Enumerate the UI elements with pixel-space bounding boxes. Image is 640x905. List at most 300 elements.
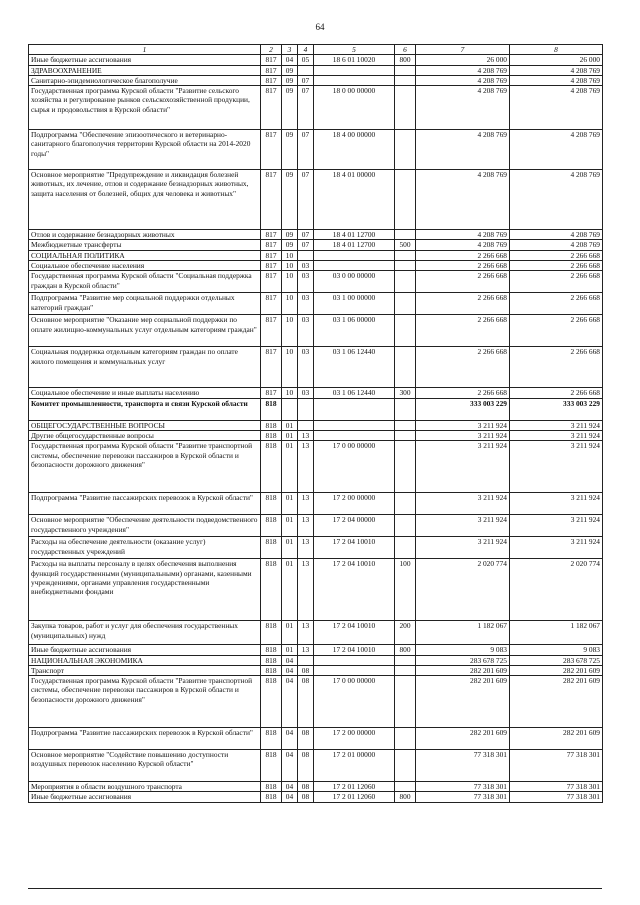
item-name-cell: Социальная поддержка отдельным категориям граждан по оплате жилого помещения и коммунальных услуг	[29, 347, 261, 388]
expense-type-cell	[395, 430, 416, 440]
item-name-cell: Основное мероприятие "Предупреждение и ликвидация болезней животных, их лечение, отлов и содержание безнадзорных животных, защита населения от болезней, общих для человека и животных"	[29, 170, 261, 230]
admin-code-cell: 818	[261, 728, 282, 750]
item-name-cell: Мероприятия в области воздушного транспорта	[29, 782, 261, 792]
expense-type-cell: 800	[395, 645, 416, 655]
target-article-cell	[314, 250, 395, 260]
expense-type-cell	[395, 750, 416, 782]
table-row	[29, 537, 603, 559]
item-name-cell: Социальное обеспечение и иные выплаты населению	[29, 388, 261, 398]
subsection-code-cell: 13	[298, 645, 314, 655]
amount-year2-cell: 282 201 609	[510, 728, 603, 750]
table-row	[29, 240, 603, 250]
target-article-cell: 17 2 01 00000	[314, 750, 395, 782]
item-name-cell: ОБЩЕГОСУДАРСТВЕННЫЕ ВОПРОСЫ	[29, 420, 261, 430]
section-code-cell: 01	[282, 621, 298, 645]
table-row	[29, 792, 603, 802]
section-code-cell: 04	[282, 55, 298, 65]
item-name-cell: Иные бюджетные ассигнования	[29, 792, 261, 802]
item-name-cell: ЗДРАВООХРАНЕНИЕ	[29, 65, 261, 75]
amount-year1-cell: 3 211 924	[416, 493, 510, 515]
section-code-cell: 01	[282, 441, 298, 493]
amount-year2-cell: 4 208 769	[510, 170, 603, 230]
item-name-cell: Подпрограмма "Обеспечение эпизоотического и ветеринарно-санитарного благополучия территории Курской области на 2014-2020 годы"	[29, 130, 261, 170]
amount-year2-cell: 26 000	[510, 55, 603, 65]
subsection-code-cell: 13	[298, 621, 314, 645]
admin-code-cell: 817	[261, 293, 282, 315]
section-code-cell: 10	[282, 388, 298, 398]
expense-type-cell: 800	[395, 792, 416, 802]
target-article-cell: 17 2 00 00000	[314, 728, 395, 750]
table-row	[29, 782, 603, 792]
target-article-cell	[314, 398, 395, 420]
amount-year1-cell: 3 211 924	[416, 515, 510, 537]
subsection-code-cell: 03	[298, 388, 314, 398]
table-row	[29, 559, 603, 621]
subsection-code-cell	[298, 398, 314, 420]
expense-type-cell	[395, 65, 416, 75]
amount-year1-cell: 282 201 609	[416, 665, 510, 675]
item-name-cell: Иные бюджетные ассигнования	[29, 645, 261, 655]
section-code-cell: 04	[282, 655, 298, 665]
admin-code-cell: 818	[261, 430, 282, 440]
subsection-code-cell: 08	[298, 665, 314, 675]
section-code-cell: 09	[282, 130, 298, 170]
section-code-cell: 01	[282, 493, 298, 515]
amount-year2-cell: 2 266 668	[510, 293, 603, 315]
table-row	[29, 130, 603, 170]
expense-type-cell	[395, 86, 416, 130]
expense-type-cell	[395, 515, 416, 537]
admin-code-cell: 817	[261, 271, 282, 293]
target-article-cell: 03 1 00 00000	[314, 293, 395, 315]
table-row	[29, 388, 603, 398]
subsection-code-cell: 07	[298, 130, 314, 170]
expense-type-cell	[395, 655, 416, 665]
target-article-cell: 17 0 00 00000	[314, 676, 395, 728]
amount-year2-cell: 3 211 924	[510, 441, 603, 493]
expense-type-cell	[395, 398, 416, 420]
subsection-code-cell: 03	[298, 347, 314, 388]
subsection-code-cell	[298, 420, 314, 430]
header-cell: 6	[395, 45, 416, 55]
table-row	[29, 665, 603, 675]
amount-year1-cell: 333 003 229	[416, 398, 510, 420]
expense-type-cell: 800	[395, 55, 416, 65]
target-article-cell: 17 2 04 10010	[314, 621, 395, 645]
subsection-code-cell	[298, 65, 314, 75]
expense-type-cell	[395, 665, 416, 675]
item-name-cell: Социальное обеспечение населения	[29, 261, 261, 271]
table-row	[29, 420, 603, 430]
item-name-cell: Межбюджетные трансферты	[29, 240, 261, 250]
amount-year1-cell: 2 266 668	[416, 315, 510, 347]
subsection-code-cell: 13	[298, 515, 314, 537]
expense-type-cell: 100	[395, 559, 416, 621]
amount-year2-cell: 3 211 924	[510, 493, 603, 515]
table-row	[29, 293, 603, 315]
amount-year2-cell: 4 208 769	[510, 86, 603, 130]
header-cell: 3	[282, 45, 298, 55]
admin-code-cell: 817	[261, 86, 282, 130]
table-row	[29, 645, 603, 655]
header-cell: 2	[261, 45, 282, 55]
item-name-cell: Комитет промышленности, транспорта и связи Курской области	[29, 398, 261, 420]
admin-code-cell: 818	[261, 665, 282, 675]
amount-year1-cell: 9 083	[416, 645, 510, 655]
table-row	[29, 315, 603, 347]
admin-code-cell: 818	[261, 420, 282, 430]
expense-type-cell	[395, 230, 416, 240]
table-row	[29, 271, 603, 293]
admin-code-cell: 817	[261, 347, 282, 388]
subsection-code-cell: 13	[298, 441, 314, 493]
subsection-code-cell: 08	[298, 676, 314, 728]
header-cell: 1	[29, 45, 261, 55]
amount-year2-cell: 4 208 769	[510, 240, 603, 250]
subsection-code-cell: 08	[298, 750, 314, 782]
target-article-cell	[314, 665, 395, 675]
amount-year1-cell: 77 318 301	[416, 792, 510, 802]
amount-year2-cell: 3 211 924	[510, 430, 603, 440]
section-code-cell: 01	[282, 645, 298, 655]
amount-year1-cell: 4 208 769	[416, 170, 510, 230]
amount-year1-cell: 77 318 301	[416, 782, 510, 792]
expense-type-cell	[395, 728, 416, 750]
subsection-code-cell: 13	[298, 430, 314, 440]
item-name-cell: Государственная программа Курской области "Развитие транспортной системы, обеспечение перевозки пассажиров в Курской области и безопасности дорожного движения"	[29, 441, 261, 493]
page-bottom-rule	[28, 888, 602, 889]
admin-code-cell: 817	[261, 240, 282, 250]
subsection-code-cell: 03	[298, 261, 314, 271]
item-name-cell: Подпрограмма "Развитие пассажирских перевозок в Курской области"	[29, 728, 261, 750]
expense-type-cell	[395, 676, 416, 728]
header-cell: 4	[298, 45, 314, 55]
target-article-cell: 03 1 06 12440	[314, 388, 395, 398]
admin-code-cell: 817	[261, 230, 282, 240]
subsection-code-cell: 07	[298, 86, 314, 130]
expense-type-cell: 300	[395, 388, 416, 398]
table-row	[29, 621, 603, 645]
expense-type-cell	[395, 130, 416, 170]
target-article-cell	[314, 430, 395, 440]
amount-year2-cell: 2 020 774	[510, 559, 603, 621]
admin-code-cell: 818	[261, 676, 282, 728]
amount-year2-cell: 282 201 609	[510, 676, 603, 728]
page-number: 64	[315, 22, 325, 32]
section-code-cell: 01	[282, 420, 298, 430]
amount-year1-cell: 4 208 769	[416, 240, 510, 250]
table-row	[29, 493, 603, 515]
subsection-code-cell: 03	[298, 315, 314, 347]
expense-type-cell	[395, 271, 416, 293]
table-row	[29, 55, 603, 65]
expense-type-cell: 500	[395, 240, 416, 250]
target-article-cell: 18 0 00 00000	[314, 86, 395, 130]
subsection-code-cell: 08	[298, 728, 314, 750]
expense-type-cell	[395, 315, 416, 347]
admin-code-cell: 818	[261, 493, 282, 515]
item-name-cell: Другие общегосударственные вопросы	[29, 430, 261, 440]
amount-year2-cell: 3 211 924	[510, 537, 603, 559]
admin-code-cell: 818	[261, 655, 282, 665]
section-code-cell: 09	[282, 170, 298, 230]
item-name-cell: НАЦИОНАЛЬНАЯ ЭКОНОМИКА	[29, 655, 261, 665]
expense-type-cell	[395, 75, 416, 85]
target-article-cell: 17 2 01 12060	[314, 792, 395, 802]
target-article-cell: 17 2 04 00000	[314, 515, 395, 537]
admin-code-cell: 818	[261, 559, 282, 621]
admin-code-cell: 818	[261, 515, 282, 537]
amount-year2-cell: 2 266 668	[510, 271, 603, 293]
amount-year1-cell: 282 201 609	[416, 676, 510, 728]
table-row	[29, 170, 603, 230]
expense-type-cell	[395, 537, 416, 559]
table-row	[29, 261, 603, 271]
admin-code-cell: 817	[261, 261, 282, 271]
item-name-cell: Отлов и содержание безнадзорных животных	[29, 230, 261, 240]
amount-year2-cell: 2 266 668	[510, 250, 603, 260]
amount-year1-cell: 2 266 668	[416, 261, 510, 271]
amount-year1-cell: 3 211 924	[416, 430, 510, 440]
amount-year2-cell: 283 678 725	[510, 655, 603, 665]
table-row	[29, 750, 603, 782]
amount-year1-cell: 77 318 301	[416, 750, 510, 782]
expense-type-cell	[395, 261, 416, 271]
amount-year1-cell: 4 208 769	[416, 230, 510, 240]
header-cell: 7	[416, 45, 510, 55]
subsection-code-cell: 07	[298, 170, 314, 230]
expense-type-cell	[395, 347, 416, 388]
section-code-cell: 01	[282, 430, 298, 440]
target-article-cell: 18 4 01 00000	[314, 170, 395, 230]
amount-year1-cell: 26 000	[416, 55, 510, 65]
table-row	[29, 655, 603, 665]
section-code-cell: 09	[282, 75, 298, 85]
expense-type-cell	[395, 293, 416, 315]
table-row	[29, 250, 603, 260]
item-name-cell: Расходы на обеспечение деятельности (оказание услуг) государственных учреждений	[29, 537, 261, 559]
item-name-cell: Расходы на выплаты персоналу в целях обеспечения выполнения функций государственными (муниципальными) органами, казенными учреждениями, органами управления государственными внебюджетными фондами	[29, 559, 261, 621]
item-name-cell: Государственная программа Курской области "Социальная поддержка граждан в Курской области"	[29, 271, 261, 293]
section-code-cell: 09	[282, 230, 298, 240]
amount-year1-cell: 4 208 769	[416, 65, 510, 75]
item-name-cell: Государственная программа Курской области "Развитие транспортной системы, обеспечение перевозки пассажиров в Курской области и безопасности дорожного движения"	[29, 676, 261, 728]
amount-year1-cell: 2 020 774	[416, 559, 510, 621]
subsection-code-cell: 08	[298, 792, 314, 802]
amount-year1-cell: 4 208 769	[416, 130, 510, 170]
target-article-cell: 03 0 00 00000	[314, 271, 395, 293]
table-row	[29, 676, 603, 728]
amount-year2-cell: 4 208 769	[510, 130, 603, 170]
table-row	[29, 515, 603, 537]
subsection-code-cell: 03	[298, 293, 314, 315]
expense-type-cell: 200	[395, 621, 416, 645]
table-row	[29, 441, 603, 493]
section-code-cell: 04	[282, 750, 298, 782]
amount-year1-cell: 4 208 769	[416, 86, 510, 130]
table-row	[29, 347, 603, 388]
admin-code-cell: 817	[261, 130, 282, 170]
subsection-code-cell: 07	[298, 230, 314, 240]
amount-year1-cell: 3 211 924	[416, 420, 510, 430]
amount-year2-cell: 2 266 668	[510, 315, 603, 347]
amount-year1-cell: 3 211 924	[416, 441, 510, 493]
amount-year2-cell: 3 211 924	[510, 420, 603, 430]
amount-year2-cell: 77 318 301	[510, 792, 603, 802]
table-row	[29, 65, 603, 75]
item-name-cell: Иные бюджетные ассигнования	[29, 55, 261, 65]
section-code-cell: 04	[282, 782, 298, 792]
expense-type-cell	[395, 782, 416, 792]
amount-year2-cell: 77 318 301	[510, 782, 603, 792]
table-row	[29, 86, 603, 130]
subsection-code-cell: 13	[298, 537, 314, 559]
table-row	[29, 75, 603, 85]
admin-code-cell: 817	[261, 75, 282, 85]
section-code-cell: 04	[282, 676, 298, 728]
subsection-code-cell	[298, 250, 314, 260]
section-code-cell: 10	[282, 293, 298, 315]
section-code-cell: 09	[282, 86, 298, 130]
admin-code-cell: 817	[261, 315, 282, 347]
section-code-cell: 01	[282, 559, 298, 621]
item-name-cell: Подпрограмма "Развитие пассажирских перевозок в Курской области"	[29, 493, 261, 515]
table-row	[29, 230, 603, 240]
target-article-cell	[314, 65, 395, 75]
amount-year1-cell: 283 678 725	[416, 655, 510, 665]
expense-type-cell	[395, 170, 416, 230]
amount-year2-cell: 9 083	[510, 645, 603, 655]
subsection-code-cell	[298, 655, 314, 665]
amount-year1-cell: 2 266 668	[416, 250, 510, 260]
header-row	[29, 45, 603, 55]
target-article-cell: 17 2 00 00000	[314, 493, 395, 515]
subsection-code-cell: 07	[298, 75, 314, 85]
header-cell: 5	[314, 45, 395, 55]
item-name-cell: Санитарно-эпидемиологическое благополучие	[29, 75, 261, 85]
target-article-cell: 18 4 00 00000	[314, 130, 395, 170]
expense-type-cell	[395, 441, 416, 493]
admin-code-cell: 818	[261, 398, 282, 420]
admin-code-cell: 817	[261, 170, 282, 230]
amount-year1-cell: 3 211 924	[416, 537, 510, 559]
item-name-cell: Подпрограмма "Развитие мер социальной поддержки отдельных категорий граждан"	[29, 293, 261, 315]
section-code-cell: 10	[282, 271, 298, 293]
target-article-cell: 17 2 01 12060	[314, 782, 395, 792]
amount-year2-cell: 4 208 769	[510, 75, 603, 85]
amount-year2-cell: 333 003 229	[510, 398, 603, 420]
amount-year2-cell: 4 208 769	[510, 65, 603, 75]
amount-year2-cell: 2 266 668	[510, 388, 603, 398]
subsection-code-cell: 13	[298, 493, 314, 515]
section-code-cell: 10	[282, 250, 298, 260]
target-article-cell: 18 4 01 12700	[314, 230, 395, 240]
admin-code-cell: 818	[261, 750, 282, 782]
budget-table	[28, 44, 603, 803]
amount-year2-cell: 1 182 067	[510, 621, 603, 645]
admin-code-cell: 818	[261, 645, 282, 655]
admin-code-cell: 818	[261, 621, 282, 645]
table-row	[29, 728, 603, 750]
target-article-cell: 03 1 06 12440	[314, 347, 395, 388]
subsection-code-cell: 08	[298, 782, 314, 792]
amount-year2-cell: 3 211 924	[510, 515, 603, 537]
subsection-code-cell: 05	[298, 55, 314, 65]
header-cell: 8	[510, 45, 603, 55]
amount-year2-cell: 2 266 668	[510, 261, 603, 271]
amount-year2-cell: 4 208 769	[510, 230, 603, 240]
target-article-cell: 18 6 01 10020	[314, 55, 395, 65]
amount-year1-cell: 4 208 769	[416, 75, 510, 85]
item-name-cell: СОЦИАЛЬНАЯ ПОЛИТИКА	[29, 250, 261, 260]
subsection-code-cell: 03	[298, 271, 314, 293]
admin-code-cell: 818	[261, 782, 282, 792]
subsection-code-cell: 07	[298, 240, 314, 250]
section-code-cell: 01	[282, 537, 298, 559]
amount-year1-cell: 2 266 668	[416, 388, 510, 398]
target-article-cell	[314, 75, 395, 85]
admin-code-cell: 818	[261, 537, 282, 559]
admin-code-cell: 817	[261, 388, 282, 398]
section-code-cell: 10	[282, 261, 298, 271]
section-code-cell: 04	[282, 728, 298, 750]
table-row	[29, 398, 603, 420]
target-article-cell: 03 1 06 00000	[314, 315, 395, 347]
amount-year2-cell: 77 318 301	[510, 750, 603, 782]
amount-year1-cell: 2 266 668	[416, 271, 510, 293]
section-code-cell: 01	[282, 515, 298, 537]
amount-year1-cell: 2 266 668	[416, 293, 510, 315]
admin-code-cell: 817	[261, 65, 282, 75]
target-article-cell: 17 2 04 10010	[314, 559, 395, 621]
admin-code-cell: 817	[261, 55, 282, 65]
section-code-cell: 10	[282, 347, 298, 388]
admin-code-cell: 817	[261, 250, 282, 260]
item-name-cell: Государственная программа Курской области "Развитие сельского хозяйства и регулирование рынков сельскохозяйственной продукции, сырья и продовольствия в Курской области"	[29, 86, 261, 130]
expense-type-cell	[395, 420, 416, 430]
item-name-cell: Основное мероприятие "Обеспечение деятельности подведомственного государственного учреждения"	[29, 515, 261, 537]
target-article-cell: 17 2 04 10010	[314, 645, 395, 655]
item-name-cell: Основное мероприятие "Оказание мер социальной поддержки по оплате жилищно-коммунальных услуг отдельным категориям граждан"	[29, 315, 261, 347]
target-article-cell	[314, 420, 395, 430]
section-code-cell: 10	[282, 315, 298, 347]
amount-year2-cell: 2 266 668	[510, 347, 603, 388]
amount-year1-cell: 2 266 668	[416, 347, 510, 388]
target-article-cell: 17 0 00 00000	[314, 441, 395, 493]
admin-code-cell: 818	[261, 792, 282, 802]
expense-type-cell	[395, 493, 416, 515]
admin-code-cell: 818	[261, 441, 282, 493]
target-article-cell: 18 4 01 12700	[314, 240, 395, 250]
section-code-cell	[282, 398, 298, 420]
amount-year1-cell: 1 182 067	[416, 621, 510, 645]
expense-type-cell	[395, 250, 416, 260]
item-name-cell: Транспорт	[29, 665, 261, 675]
amount-year1-cell: 282 201 609	[416, 728, 510, 750]
section-code-cell: 04	[282, 792, 298, 802]
section-code-cell: 09	[282, 240, 298, 250]
section-code-cell: 04	[282, 665, 298, 675]
target-article-cell: 17 2 04 10010	[314, 537, 395, 559]
item-name-cell: Закупка товаров, работ и услуг для обеспечения государственных (муниципальных) нужд	[29, 621, 261, 645]
amount-year2-cell: 282 201 609	[510, 665, 603, 675]
table-row	[29, 430, 603, 440]
section-code-cell: 09	[282, 65, 298, 75]
target-article-cell	[314, 261, 395, 271]
target-article-cell	[314, 655, 395, 665]
item-name-cell: Основное мероприятие "Содействие повышению доступности воздушных перевозок населению Курской области"	[29, 750, 261, 782]
subsection-code-cell: 13	[298, 559, 314, 621]
